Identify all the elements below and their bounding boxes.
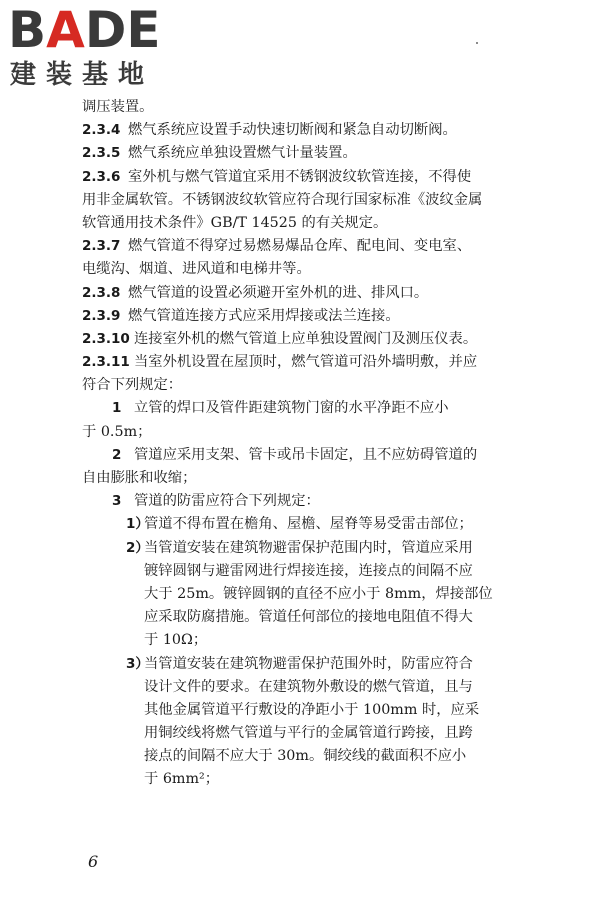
clause-text: 符合下列规定： — [82, 377, 183, 394]
subitem-text: 于 10Ω； — [144, 632, 208, 649]
clause-number: 2.3.9 — [82, 307, 121, 324]
subitem-text: 其他金属管道平行敷设的净距小于 100mm 时，应采 — [144, 701, 480, 718]
logo-subtitle: 建装基地 — [10, 60, 155, 90]
clause-line — [82, 235, 532, 258]
item-text: 管道的防雷应符合下列规定： — [134, 493, 320, 510]
subitem-number: 1） — [126, 516, 149, 533]
clause-line — [82, 374, 532, 397]
subitem-text: 于 6mm²； — [144, 771, 220, 788]
clause-line — [82, 166, 532, 189]
item-line — [82, 490, 532, 513]
clause-text: 燃气系统应设置手动快速切断阀和紧急自动切断阀。 — [128, 122, 457, 139]
clause-number: 2.3.8 — [82, 284, 121, 301]
subitem-line — [82, 537, 532, 560]
clause-line — [82, 96, 532, 119]
subitem-line — [82, 583, 532, 606]
subitem-line — [82, 560, 532, 583]
clause-text: 燃气系统应单独设置燃气计量装置。 — [128, 145, 357, 162]
clause-line — [82, 305, 532, 328]
clause-number: 2.3.7 — [82, 238, 121, 255]
item-number: 1 — [112, 400, 122, 417]
bade-logo — [4, 2, 174, 94]
page-number: 6 — [88, 852, 99, 871]
item-text: 管道应采用支架、管卡或吊卡固定，且不应妨碍管道的 — [134, 446, 478, 463]
clause-number: 2.3.4 — [82, 122, 121, 139]
clause-line — [82, 258, 532, 281]
clause-line — [82, 119, 532, 142]
clause-line — [82, 282, 532, 305]
clause-text: 燃气管道不得穿过易燃易爆品仓库、配电间、变电室、 — [128, 238, 472, 255]
subitem-line — [82, 722, 532, 745]
clause-line — [82, 189, 532, 212]
subitem-text: 接点的间隔不应大于 30m。铜绞线的截面积不应小 — [144, 748, 467, 765]
clause-line — [82, 328, 532, 351]
clause-number: 2.3.11 — [82, 354, 130, 371]
clause-text: 燃气管道的设置必须避开室外机的进、排风口。 — [128, 284, 429, 301]
subitem-line — [82, 676, 532, 699]
subitem-text: 镀锌圆钢与避雷网进行焊接连接，连接点的间隔不应 — [144, 562, 473, 579]
clause-text: 室外机与燃气管道宜采用不锈钢波纹软管连接，不得使 — [128, 168, 472, 185]
subitem-text: 应采取防腐措施。管道任何部位的接地电阻值不得大 — [144, 609, 473, 626]
clause-line — [82, 351, 532, 374]
subitem-number: 2） — [126, 539, 149, 556]
clause-text: 用非金属软管。不锈钢波纹软管应符合现行国家标准《波纹金属 — [82, 191, 483, 208]
item-line — [82, 397, 532, 420]
subitem-line — [82, 745, 532, 768]
subitem-line — [82, 653, 532, 676]
item-text: 自由膨胀和收缩； — [82, 470, 197, 486]
item-text: 于 0.5m； — [82, 423, 152, 440]
item-line — [82, 467, 532, 490]
subitem-line — [82, 768, 532, 791]
clause-number: 2.3.5 — [82, 145, 121, 162]
document-body — [82, 96, 532, 792]
subitem-text: 大于 25m。镀锌圆钢的直径不应小于 8mm，焊接部位 — [144, 585, 493, 602]
subitem-line — [82, 629, 532, 652]
subitem-text: 管道不得布置在檐角、屋檐、屋脊等易受雷击部位； — [144, 516, 473, 533]
clause-line — [82, 142, 532, 165]
clause-text: 软管通用技术条件》GB/T 14525 的有关规定。 — [82, 214, 388, 231]
clause-text: 连接室外机的燃气管道上应单独设置阀门及测压仪表。 — [134, 330, 478, 347]
subitem-number: 3） — [126, 655, 149, 672]
subitem-line — [82, 699, 532, 722]
clause-text: 燃气管道连接方式应采用焊接或法兰连接。 — [128, 307, 400, 324]
logo-letter-a: A — [46, 1, 85, 59]
item-line — [82, 421, 532, 444]
item-line — [82, 444, 532, 467]
subitem-text: 当管道安装在建筑物避雷保护范围外时，防雷应符合 — [144, 655, 473, 672]
subitem-text: 用铜绞线将燃气管道与平行的金属管道行跨接，且跨 — [144, 725, 473, 742]
subitem-line — [82, 513, 532, 536]
clause-number: 2.3.6 — [82, 168, 121, 185]
logo-letter-b: B — [8, 1, 47, 59]
speck-mark — [476, 42, 478, 44]
clause-text: 当室外机设置在屋顶时，燃气管道可沿外墙明敷，并应 — [134, 354, 478, 371]
item-number: 2 — [112, 446, 122, 463]
item-text: 立管的焊口及管件距建筑物门窗的水平净距不应小 — [134, 400, 449, 417]
subitem-line — [82, 606, 532, 629]
logo-wordmark — [8, 2, 161, 58]
item-number: 3 — [112, 493, 122, 510]
clause-number: 2.3.10 — [82, 330, 130, 347]
clause-text: 调压装置。 — [82, 99, 154, 115]
clause-line — [82, 212, 532, 235]
subitem-text: 设计文件的要求。在建筑物外敷设的燃气管道，且与 — [144, 678, 473, 695]
clause-text: 电缆沟、烟道、进风道和电梯井等。 — [82, 261, 311, 278]
logo-letters-de: DE — [84, 1, 161, 59]
subitem-text: 当管道安装在建筑物避雷保护范围内时，管道应采用 — [144, 539, 473, 556]
